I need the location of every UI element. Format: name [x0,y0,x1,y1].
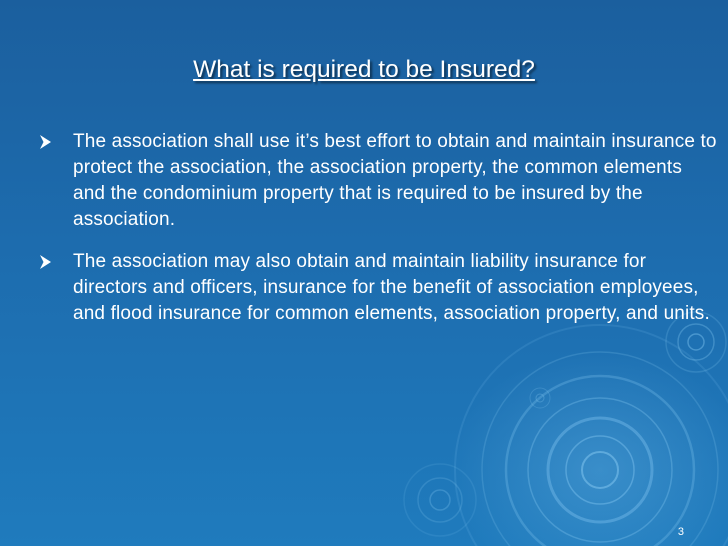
slide-title: What is required to be Insured? [193,56,535,83]
bullet-text: The association shall use it’s best effort to obtain and maintain insurance to protect the association, the association property, the common elements and the condominium property that is required to be insured by the association. [73,131,717,230]
arrow-bullet-icon [38,132,54,152]
bullet-item [38,129,718,233]
bullet-list [38,129,718,327]
page-number: 3 [677,526,684,538]
bullet-item [38,249,718,327]
arrow-bullet-icon [38,252,54,272]
bullet-text: The association may also obtain and maintain liability insurance for directors and officers, insurance for the benefit of association employees, and flood insurance for common elements, association property, and units. [73,251,710,324]
